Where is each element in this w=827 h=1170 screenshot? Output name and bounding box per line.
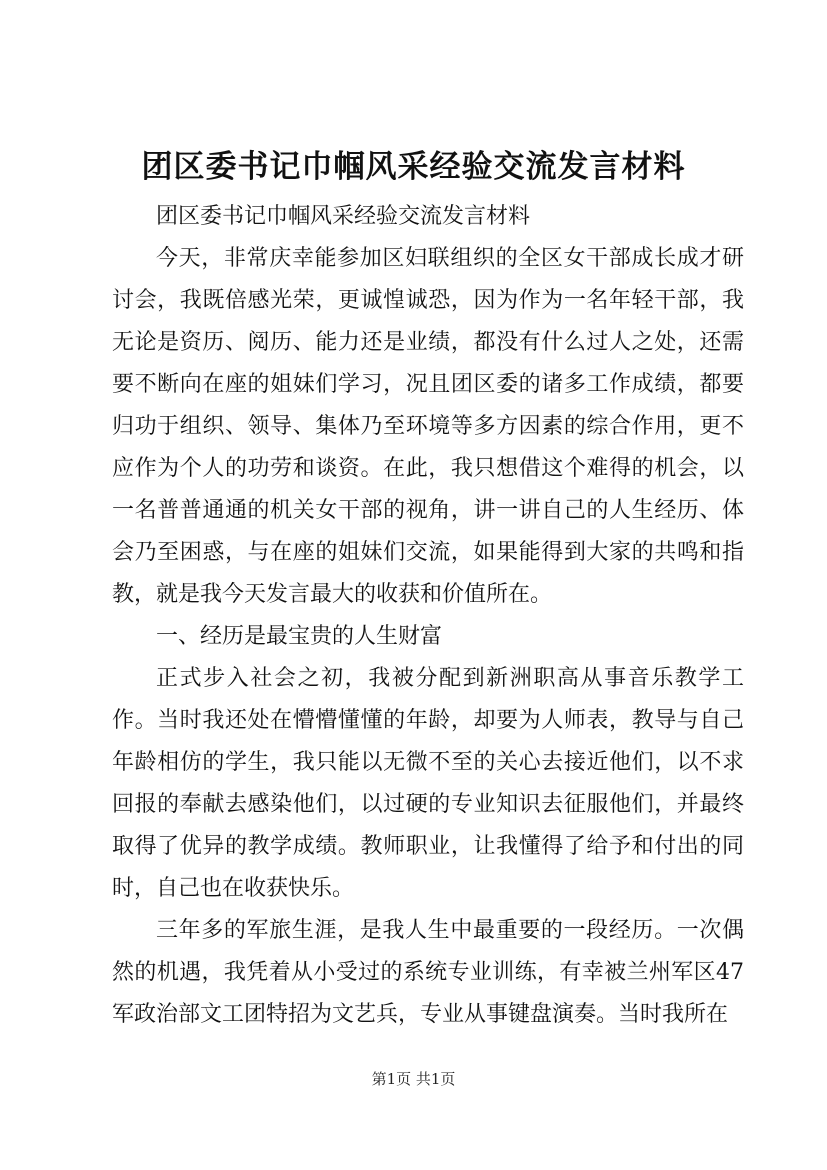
page-number: 第1页 共1页 xyxy=(371,1070,456,1088)
section-heading: 一、经历是最宝贵的人生财富 xyxy=(156,624,443,649)
document-title: 团区委书记巾帼风采经验交流发言材料 xyxy=(141,149,686,185)
paragraph-teaching: 正式步入社会之初，我被分配到新洲职高从事音乐教学工作。当时我还处在懵懵懂懂的年龄，却要为人师表，教导与自己年龄相仿的学生，我只能以无微不至的关心去接近他们，以不求回报的奉献去感染他们，以过硬的专业知识去征服他们，并最终取得了优异的教学成绩。教师职业，让我懂得了给予和付出的同时，自己也在收获快乐。 xyxy=(112,666,744,901)
document-body xyxy=(112,196,744,1036)
paragraph-intro: 今天，非常庆幸能参加区妇联组织的全区女干部成长成才研讨会，我既倍感光荣，更诚惶诚恐，因为作为一名年轻干部，我无论是资历、阅历、能力还是业绩，都没有什么过人之处，还需要不断向在座的姐妹们学习，况且团区委的诸多工作成绩，都要归功于组织、领导、集体乃至环境等多方因素的综合作用，更不应作为个人的功劳和谈资。在此，我只想借这个难得的机会，以一名普普通通的机关女干部的视角，讲一讲自己的人生经历、体会乃至困惑，与在座的姐妹们交流，如果能得到大家的共鸣和指教，就是我今天发言最大的收获和价值所在。 xyxy=(112,246,744,607)
paragraph-subtitle: 团区委书记巾帼风采经验交流发言材料 xyxy=(156,204,531,229)
paragraph-military: 三年多的军旅生涯，是我人生中最重要的一段经历。一次偶然的机遇，我凭着从小受过的系统专业训练，有幸被兰州军区47军政治部文工团特招为文艺兵，专业从事键盘演奏。当时我所在 xyxy=(112,918,744,1027)
